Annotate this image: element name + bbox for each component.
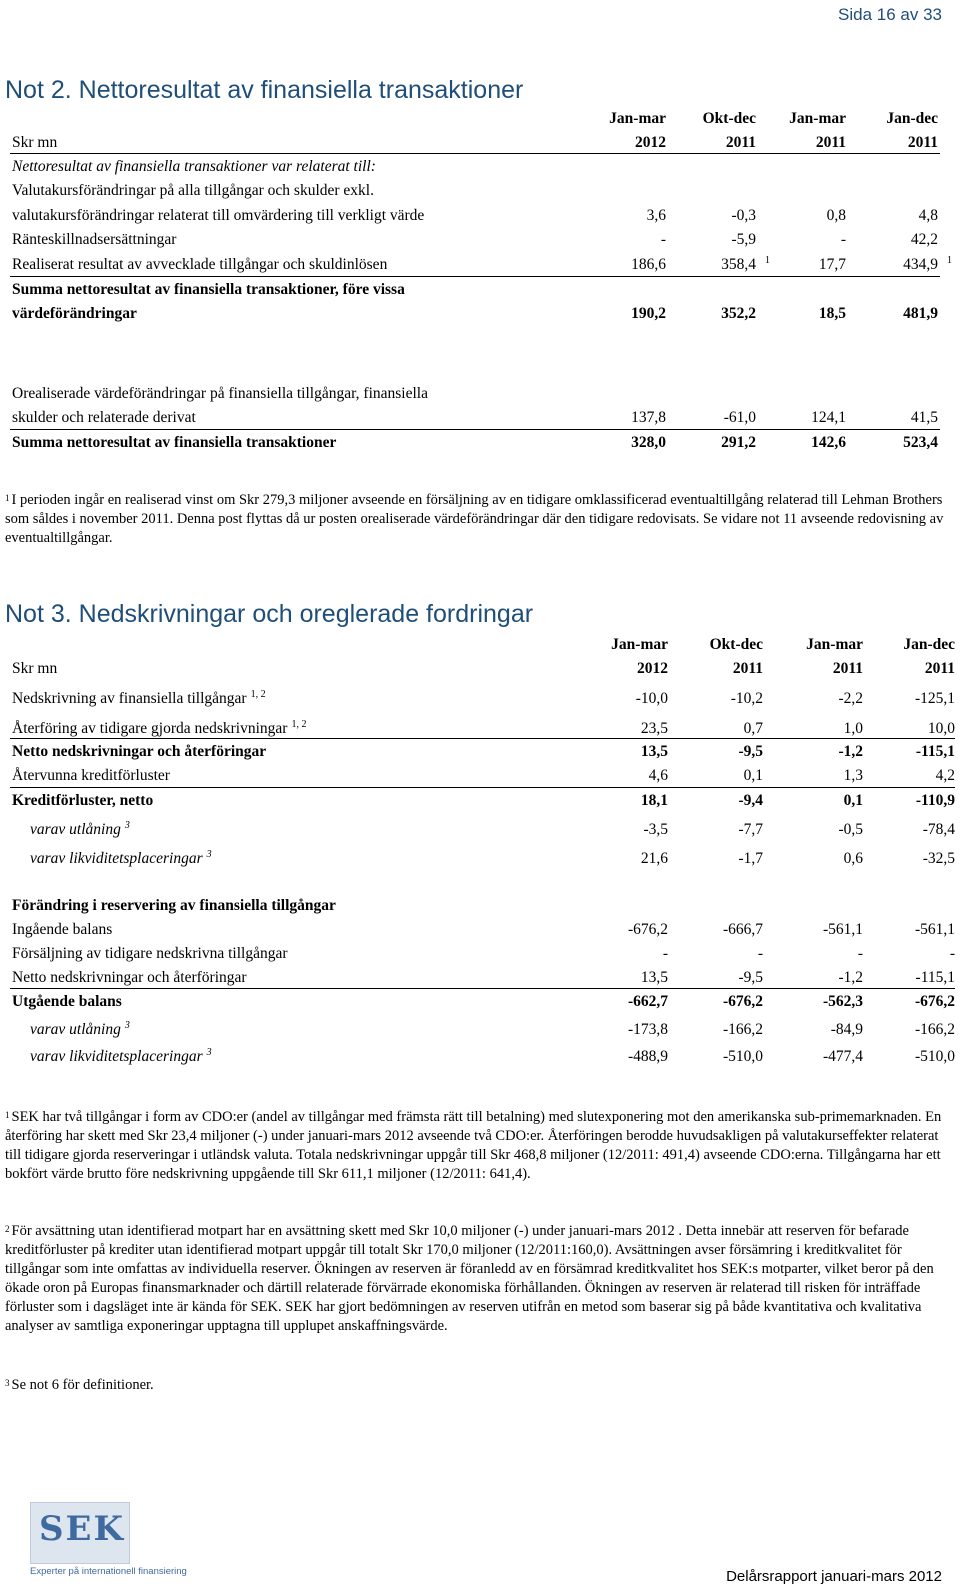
row-label: skulder och relaterade derivat xyxy=(12,409,196,426)
cell: - xyxy=(949,945,955,962)
note3-footnote-3 xyxy=(5,1376,950,1395)
row-label: Ingående balans xyxy=(12,921,113,938)
cell: 1,3 xyxy=(843,767,863,784)
cell: 0,1 xyxy=(743,767,763,784)
cell: -32,5 xyxy=(922,850,955,867)
cell: -10,0 xyxy=(635,690,668,707)
cell: -173,8 xyxy=(627,1021,668,1038)
reserve-heading xyxy=(0,895,960,919)
cell: -0,3 xyxy=(731,207,756,224)
footnote-text: I perioden ingår en realiserad vinst om Skr 279,3 miljoner avseende en försäljning av en tidigare omklassificerad eventualtillgång relaterad till Lehman Brothers som såldes i november 2011. Denna post flyttas då ur posten orealiserade värdeförändringar där den tidigare redovisats. Se vidare not 11 avseende redovisning av eventualtillgångar. xyxy=(5,492,944,546)
cell: 21,6 xyxy=(640,850,668,867)
cell: 137,8 xyxy=(631,409,666,426)
cell: -562,3 xyxy=(822,993,863,1010)
cell: - xyxy=(662,945,668,962)
note2-intro-line2 xyxy=(0,180,960,204)
cell: 328,0 xyxy=(631,434,666,451)
footnote-mark: 1 xyxy=(765,255,770,266)
cell: 4,6 xyxy=(648,767,668,784)
row-label: Återvunna kreditförluster xyxy=(12,767,170,784)
cell: 18,5 xyxy=(818,305,846,322)
cell: 0,1 xyxy=(843,792,863,809)
cell: -110,9 xyxy=(915,792,955,809)
cell: 358,4 1 xyxy=(656,254,756,276)
row-label: varav utlåning $^3$ xyxy=(30,820,130,838)
cell: - xyxy=(757,945,763,962)
footnote-mark: 3 xyxy=(206,1047,212,1058)
cell: 17,7 xyxy=(818,256,846,273)
cell: -676,2 xyxy=(914,993,955,1010)
cell: -9,5 xyxy=(738,969,763,986)
note3-header-periods xyxy=(0,634,960,658)
note2-title: Not 2. Nettoresultat av finansiella transaktioner xyxy=(5,76,524,104)
footnote-mark: 2 xyxy=(5,1224,10,1234)
table-row xyxy=(0,848,960,872)
cell: 10,0 xyxy=(927,720,955,737)
cell: 0,6 xyxy=(843,850,863,867)
footnote-mark: 1 xyxy=(5,493,10,503)
col-period: Jan-mar xyxy=(611,636,668,653)
cell: 142,6 xyxy=(811,434,846,451)
footer-text: Delårsrapport januari-mars 2012 xyxy=(726,1568,942,1585)
cell: -1,2 xyxy=(838,969,863,986)
row-label: Summa nettoresultat av finansiella transaktioner, före vissa xyxy=(12,281,405,298)
cell: -10,2 xyxy=(730,690,763,707)
footnote-mark: 3 xyxy=(124,1020,130,1031)
cell: -125,1 xyxy=(914,690,955,707)
cell: -676,2 xyxy=(627,921,668,938)
cell: -61,0 xyxy=(723,409,756,426)
row-label: Ränteskillnadsersättningar xyxy=(12,231,177,248)
cell: 434,9 1 xyxy=(838,254,938,276)
sek-logo xyxy=(30,1502,187,1584)
cell: 1,0 xyxy=(843,720,863,737)
cell: 3,6 xyxy=(646,207,666,224)
cell: 0,7 xyxy=(743,720,763,737)
subtotal-row xyxy=(0,790,960,814)
subtotal-row xyxy=(0,741,960,765)
cell: -1,2 xyxy=(838,743,863,760)
row-label: Försäljning av tidigare nedskrivna tillgångar xyxy=(12,945,288,962)
cell: -1,7 xyxy=(738,850,763,867)
cell: -7,7 xyxy=(738,821,763,838)
cell: 523,4 xyxy=(903,434,938,451)
cell: -0,5 xyxy=(838,821,863,838)
table-row xyxy=(0,943,960,967)
table-row xyxy=(0,765,960,789)
cell: 13,5 xyxy=(640,969,668,986)
cell: - xyxy=(840,231,846,248)
table-row xyxy=(0,1019,960,1043)
row-label: värdeförändringar xyxy=(12,305,137,322)
row-label: varav utlåning $^3$ xyxy=(30,1020,130,1038)
page-number: Sida 16 av 33 xyxy=(838,5,942,24)
cell: 190,2 xyxy=(631,305,666,322)
cell: 13,5 xyxy=(640,743,668,760)
logo-tagline: Experter på internationell finansiering xyxy=(30,1566,187,1577)
row-label: Netto nedskrivningar och återföringar xyxy=(12,969,247,986)
col-period: Jan-mar xyxy=(806,636,863,653)
intro-text: Nettoresultat av finansiella transaktioner var relaterat till: xyxy=(12,158,376,175)
header-rule xyxy=(10,153,940,154)
col-period: Okt-dec xyxy=(709,636,763,653)
subtotal-row xyxy=(0,303,960,327)
note3-footnote-1 xyxy=(5,1108,950,1184)
note2-header-periods xyxy=(0,108,960,132)
row-label: Netto nedskrivningar och återföringar xyxy=(12,743,267,760)
cell: - xyxy=(660,231,666,248)
row-label: varav likviditetsplaceringar $^3$ xyxy=(30,1047,212,1065)
cell: -561,1 xyxy=(822,921,863,938)
row-label: valutakursförändringar relaterat till omvärdering till verkligt värde xyxy=(12,207,425,224)
cell: -115,1 xyxy=(915,969,955,986)
unit-label: Skr mn xyxy=(12,660,58,677)
footnote-mark: 1 xyxy=(947,255,952,266)
col-period: Jan-mar xyxy=(609,110,666,127)
cell: -9,5 xyxy=(738,743,763,760)
table-row xyxy=(0,205,960,229)
footnote-text: Se not 6 för definitioner. xyxy=(11,1377,154,1393)
cell: 23,5 xyxy=(640,720,668,737)
cell: 124,1 xyxy=(811,409,846,426)
col-year: 2011 xyxy=(832,660,863,677)
table-row xyxy=(0,1046,960,1070)
row-label: Kreditförluster, netto xyxy=(12,792,154,809)
cell: 4,2 xyxy=(935,767,955,784)
col-year: 2012 xyxy=(635,134,666,151)
table-row xyxy=(0,254,960,278)
col-year: 2011 xyxy=(815,134,846,151)
note3-footnote-2 xyxy=(5,1222,950,1336)
cell: -676,2 xyxy=(722,993,763,1010)
row-label: Återföring av tidigare gjorda nedskrivningar $^{1, 2}$ xyxy=(12,719,307,737)
col-year: 2011 xyxy=(725,134,756,151)
table-row xyxy=(0,819,960,843)
footnote-mark: 1, 2 xyxy=(291,719,307,730)
cell: 4,8 xyxy=(918,207,938,224)
table-row xyxy=(0,919,960,943)
subtotal-row xyxy=(0,279,960,303)
total-rule xyxy=(10,429,940,430)
cell: - xyxy=(857,945,863,962)
subtotal-rule xyxy=(10,988,955,989)
cell: -561,1 xyxy=(914,921,955,938)
cell: -166,2 xyxy=(914,1021,955,1038)
subtotal-row xyxy=(0,991,960,1015)
col-period: Okt-dec xyxy=(702,110,756,127)
cell: 291,2 xyxy=(721,434,756,451)
col-year: 2012 xyxy=(637,660,668,677)
cell: 186,6 xyxy=(631,256,666,273)
cell: -666,7 xyxy=(722,921,763,938)
subtotal-rule xyxy=(10,738,955,739)
row-label: varav likviditetsplaceringar $^3$ xyxy=(30,849,212,867)
cell: -78,4 xyxy=(922,821,955,838)
col-period: Jan-dec xyxy=(886,110,938,127)
footnote-mark: 3 xyxy=(206,849,212,860)
col-year: 2011 xyxy=(732,660,763,677)
cell: 41,5 xyxy=(910,409,938,426)
cell: 0,8 xyxy=(826,207,846,224)
note3-title: Not 3. Nedskrivningar och oreglerade fordringar xyxy=(5,600,534,628)
cell: -2,2 xyxy=(838,690,863,707)
cell: -9,4 xyxy=(738,792,763,809)
cell: -115,1 xyxy=(915,743,955,760)
cell: 18,1 xyxy=(640,792,668,809)
row-label: Realiserat resultat av avvecklade tillgångar och skuldinlösen xyxy=(12,256,388,273)
section-heading: Förändring i reservering av finansiella tillgångar xyxy=(12,897,336,914)
note2-footnote xyxy=(5,491,950,548)
cell: -662,7 xyxy=(627,993,668,1010)
unrealized-row xyxy=(0,407,960,431)
cell: -510,0 xyxy=(914,1048,955,1065)
cell: -477,4 xyxy=(822,1048,863,1065)
note2-intro xyxy=(0,156,960,180)
row-label: Orealiserade värdeförändringar på finansiella tillgångar, finansiella xyxy=(12,385,428,402)
intro-text: Valutakursförändringar på alla tillgångar och skulder exkl. xyxy=(12,182,374,199)
cell: -5,9 xyxy=(731,231,756,248)
col-period: Jan-mar xyxy=(789,110,846,127)
cell: -3,5 xyxy=(643,821,668,838)
cell: 352,2 xyxy=(721,305,756,322)
footnote-mark: 1 xyxy=(5,1110,10,1120)
footnote-mark: 3 xyxy=(124,820,130,831)
row-label: Nedskrivning av finansiella tillgångar $^{1, 2}$ xyxy=(12,689,266,707)
subtotal-rule xyxy=(10,787,955,788)
cell: -84,9 xyxy=(830,1021,863,1038)
footnote-text: För avsättning utan identifierad motpart har en avsättning skett med Skr 10,0 miljoner (-) under januari-mars 2012 . Detta innebär att reserven för befarade kreditförluster på krediter utan identifierad motpart uppgår till totalt Skr 170,0 miljoner (12/2011:160,0). Avsättningen avser försämring i kreditkvalitet för tillgångar som inte omfattas av individuella reserver. Ökningen av reserven är föranledd av en försämrad kreditkvalitet hos SEK:s motparter, vilket beror på den ökade oron på Europas finansmarknader och därtill relaterade förvärrade ekonomiska förhållanden. Ökningen av reserven är relaterad till risken för inträffade förluster som i dagsläget inte är kända för SEK. SEK har gjort bedömningen av reserven utifrån en metod som baserar sig på både kvantitativa och kvalitativa analyser av samtliga exponeringar upptagna till upplupet anskaffningsvärde. xyxy=(5,1223,934,1334)
total-row xyxy=(0,432,960,456)
cell: -488,9 xyxy=(627,1048,668,1065)
cell: 481,9 xyxy=(903,305,938,322)
col-year: 2011 xyxy=(907,134,938,151)
footnote-mark: 1, 2 xyxy=(250,689,266,700)
cell: -510,0 xyxy=(722,1048,763,1065)
subtotal-rule xyxy=(10,276,940,277)
cell: -166,2 xyxy=(722,1021,763,1038)
cell: 42,2 xyxy=(910,231,938,248)
table-row xyxy=(0,688,960,712)
col-period: Jan-dec xyxy=(903,636,955,653)
footnote-text: SEK har två tillgångar i form av CDO:er (andel av tillgångar med främsta rätt till betalning) med slutexponering mot den amerikanska sub-primemarknaden. En återföring har skett med Skr 23,4 miljoner (-) under januari-mars 2012 avseende två CDO:er. Återföringen berodde huvudsakligen på valutakurseffekter relaterat till tidigare gjorda reserveringar i utländsk valuta. Totala nedskrivningar uppgår till Skr 468,8 miljoner (12/2011: 491,4) avseende CDO:erna. Tillgångarna har ett bokfört värde brutto före nedskrivning uppgående till Skr 611,1 miljoner (12/2011: 641,4). xyxy=(5,1109,942,1182)
logo-box xyxy=(30,1502,130,1564)
footnote-mark: 3 xyxy=(5,1378,10,1388)
row-label: Utgående balans xyxy=(12,993,122,1010)
table-row xyxy=(0,229,960,253)
note3-header-years xyxy=(0,658,960,682)
col-year: 2011 xyxy=(924,660,955,677)
logo-text: SEK xyxy=(39,1509,126,1549)
unrealized-row xyxy=(0,383,960,407)
row-label: Summa nettoresultat av finansiella transaktioner xyxy=(12,434,337,451)
unit-label: Skr mn xyxy=(12,134,58,151)
